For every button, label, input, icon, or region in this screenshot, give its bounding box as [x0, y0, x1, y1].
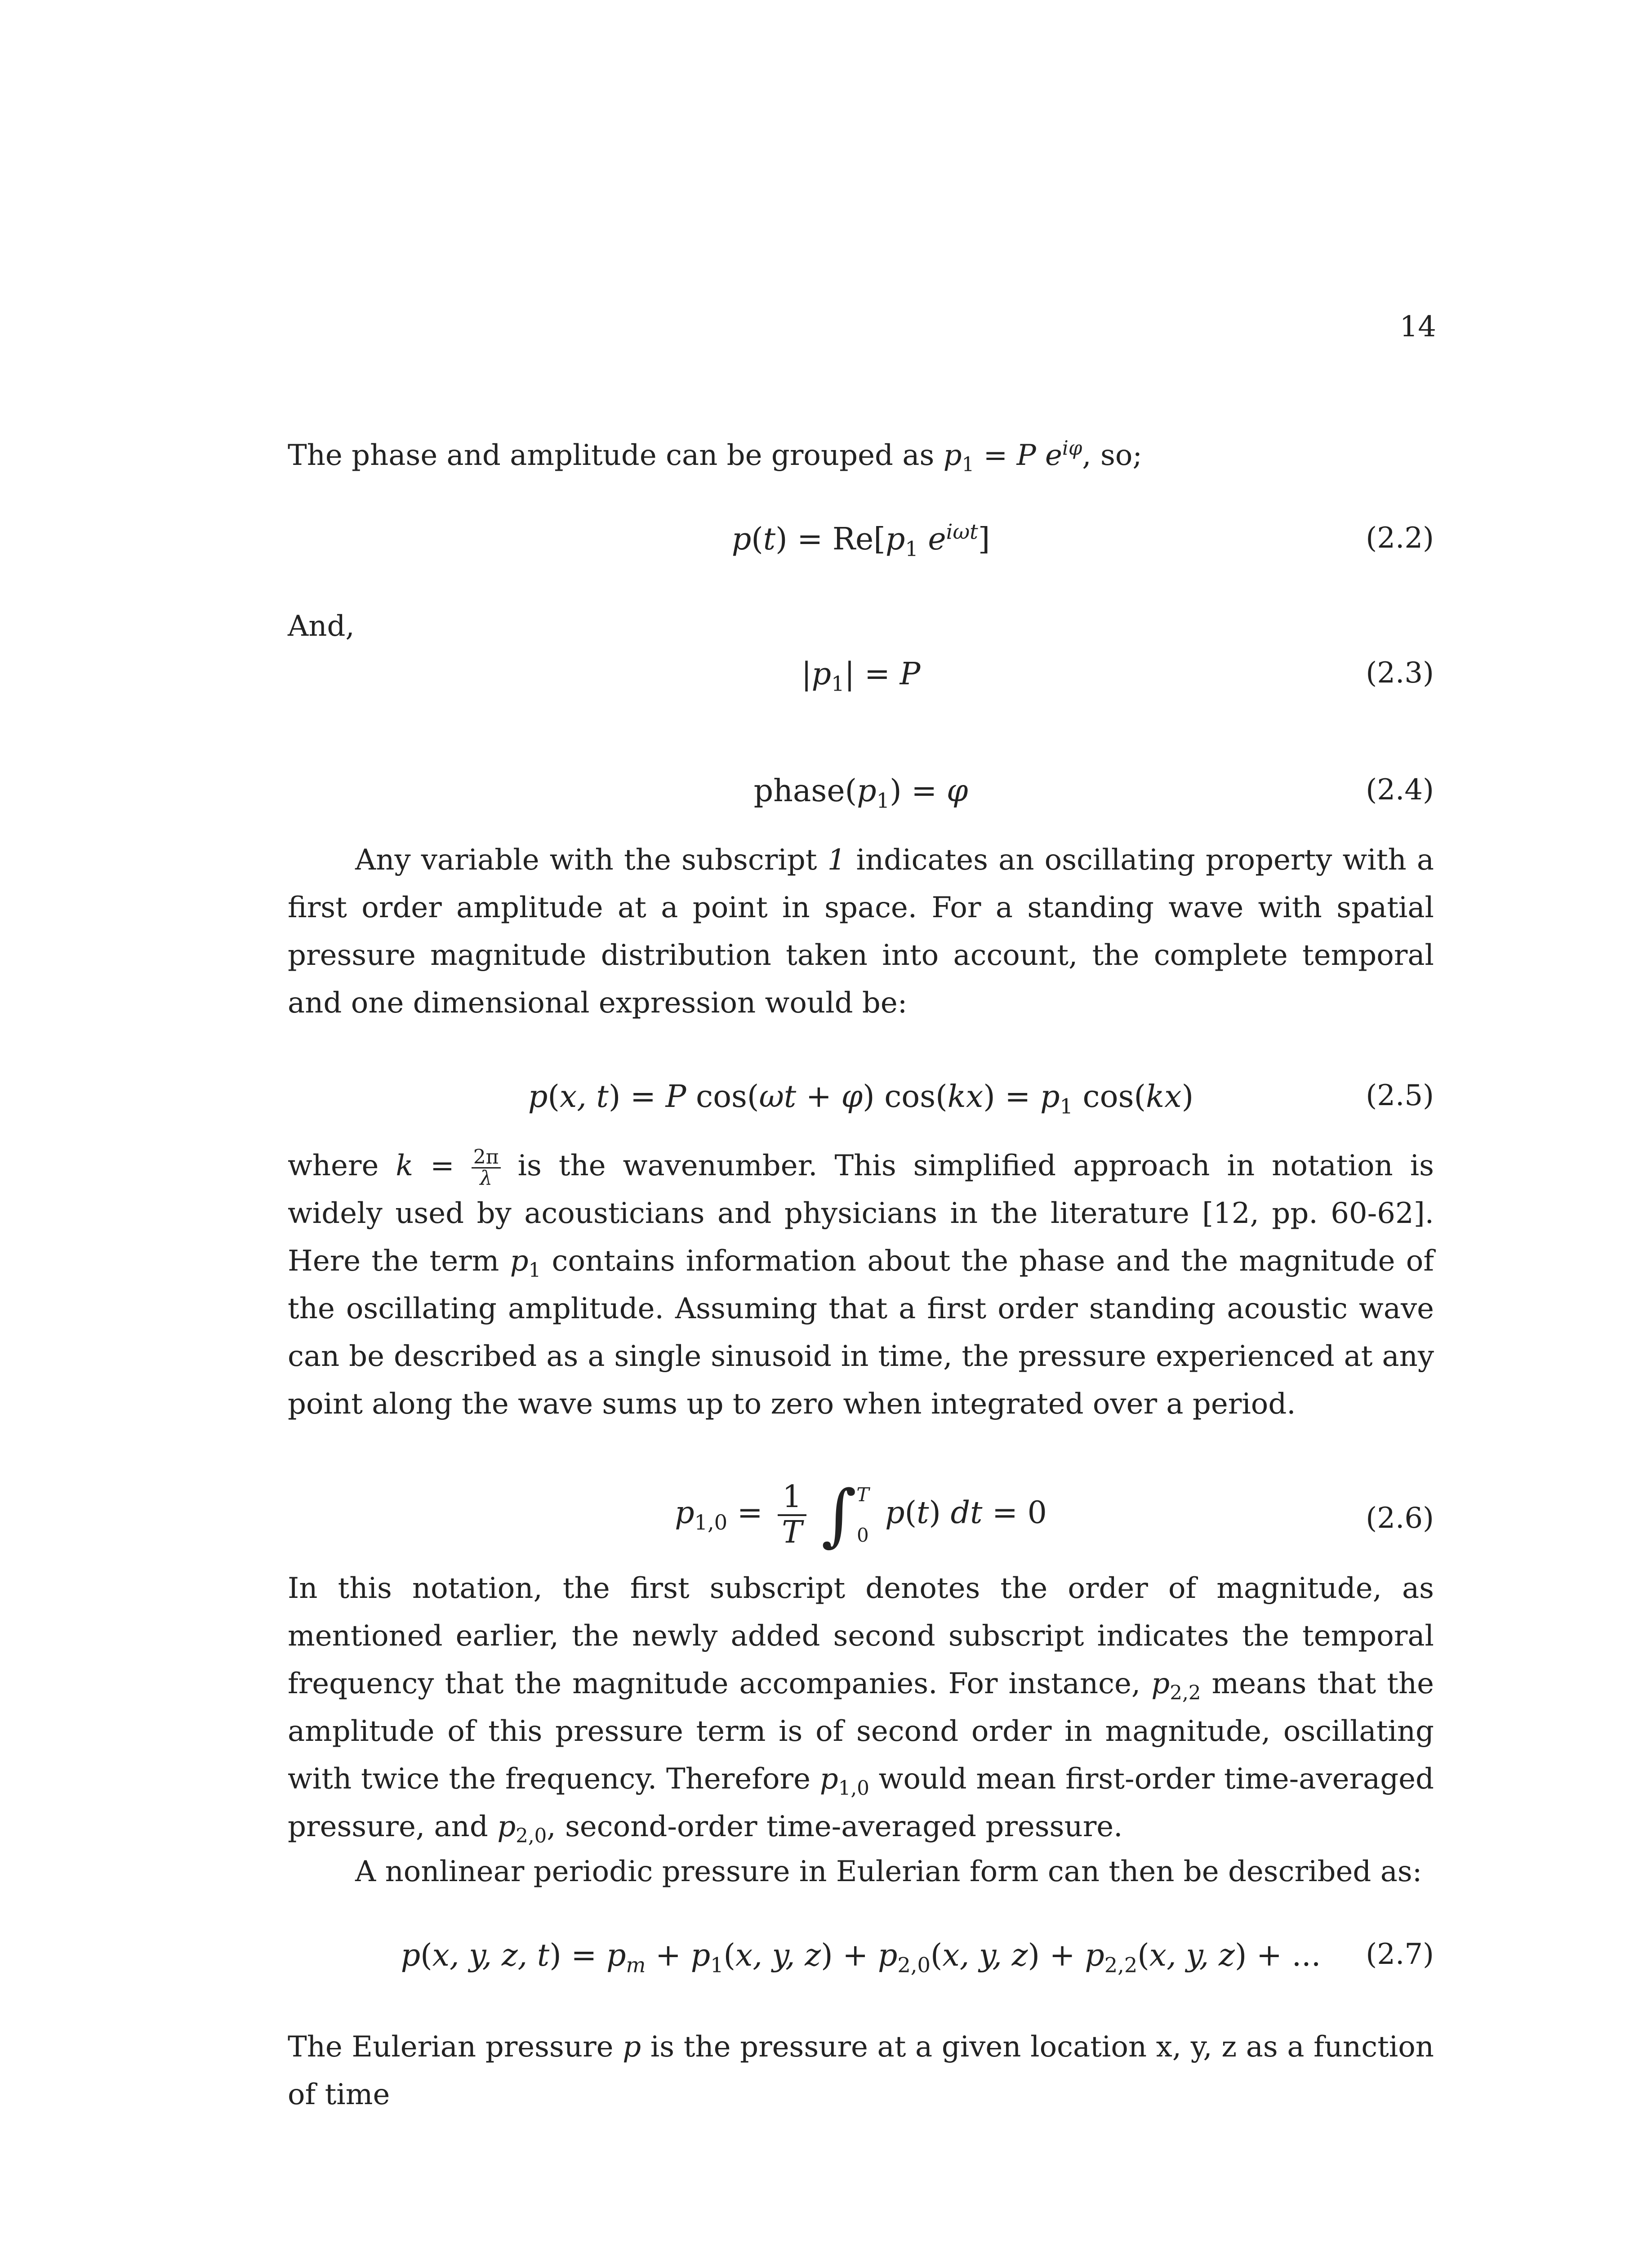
- equation-number: (2.3): [1366, 656, 1434, 690]
- and-text: And,: [288, 610, 355, 643]
- paragraph-5: The Eulerian pressure p is the pressure at a given location x, y, z as a function of time: [288, 2030, 1434, 2111]
- paragraph-4: A nonlinear periodic pressure in Eulerian form can then be described as:: [355, 1855, 1422, 1888]
- paragraph-2: where k = $\frac{2\pi}{\lambda}$ is the wavenumber. This simplified approach in notation is widely used by acousticians and physicians in the literature [12, pp. 60-62]. Here the term $p_1$ contains information about the phase and the magnitude of the oscillating amplitude. Assuming that a first order standing acoustic wave can be described as a single sinusoid in time, the pressure experienced at any point along the wave sums up to zero when integrated over a period.: [288, 1146, 1434, 1421]
- equation-number: (2.5): [1366, 1079, 1434, 1112]
- fraction-2pi-over-lambda: $\frac{2\pi}{\lambda}$: [472, 1147, 501, 1188]
- page-number: 14: [1399, 310, 1436, 343]
- equation-number: (2.7): [1366, 1938, 1434, 1971]
- paragraph-1: Any variable with the subscript 1 indicates an oscillating property with a first order amplitude at a point in space. For a standing wave with spatial pressure magnitude distribution taken into account, the complete temporal and one dimensional expression would be:: [288, 843, 1434, 1020]
- intro-paragraph: The phase and amplitude can be grouped as $p_1 = P$ $e^{i\varphi}$, so;: [288, 437, 1142, 476]
- equation-2-4: $phase(p_1) = \varphi$ (2.4): [753, 773, 1434, 813]
- equation-number: (2.2): [1366, 522, 1434, 555]
- equation-2-7: p(x, y, z, $t) = p_m + p_1(x$, y, $z) + p_{2,0}(x$, y, $z) + p_{2,2}(x$, y, z) + ... (2.7): [401, 1938, 1434, 1977]
- equation-2-2: $p(t) = Re[p_1$ $e^{i\omega t}$] (2.2): [731, 519, 1434, 561]
- equation-2-3: $|p_1| = P$ (2.3): [801, 656, 1434, 696]
- equation-2-5: p(x, t) = P cos(ωt + φ) $\cos(kx) = p_1$ cos(kx) (2.5): [528, 1079, 1434, 1119]
- equation-number: (2.4): [1366, 773, 1434, 807]
- equation-2-6: $p_{1,0}$ = $\frac{1}{T}$ ∫ T 0 p(t) dt = 0 (2.6): [675, 1476, 1434, 1554]
- equation-number: (2.6): [1366, 1502, 1434, 1535]
- paragraph-3: In this notation, the first subscript denotes the order of magnitude, as mentioned earlier, the newly added second subscript indicates the temporal frequency that the magnitude accompanies. For instance, $p_{2,2}$ means that the amplitude of this pressure term is of second order in magnitude, oscillating with twice the frequency. Therefore $p_{1,0}$ would mean first-order time-averaged pressure, and $p_{2,0}$, second-order time-averaged pressure.: [288, 1572, 1434, 1847]
